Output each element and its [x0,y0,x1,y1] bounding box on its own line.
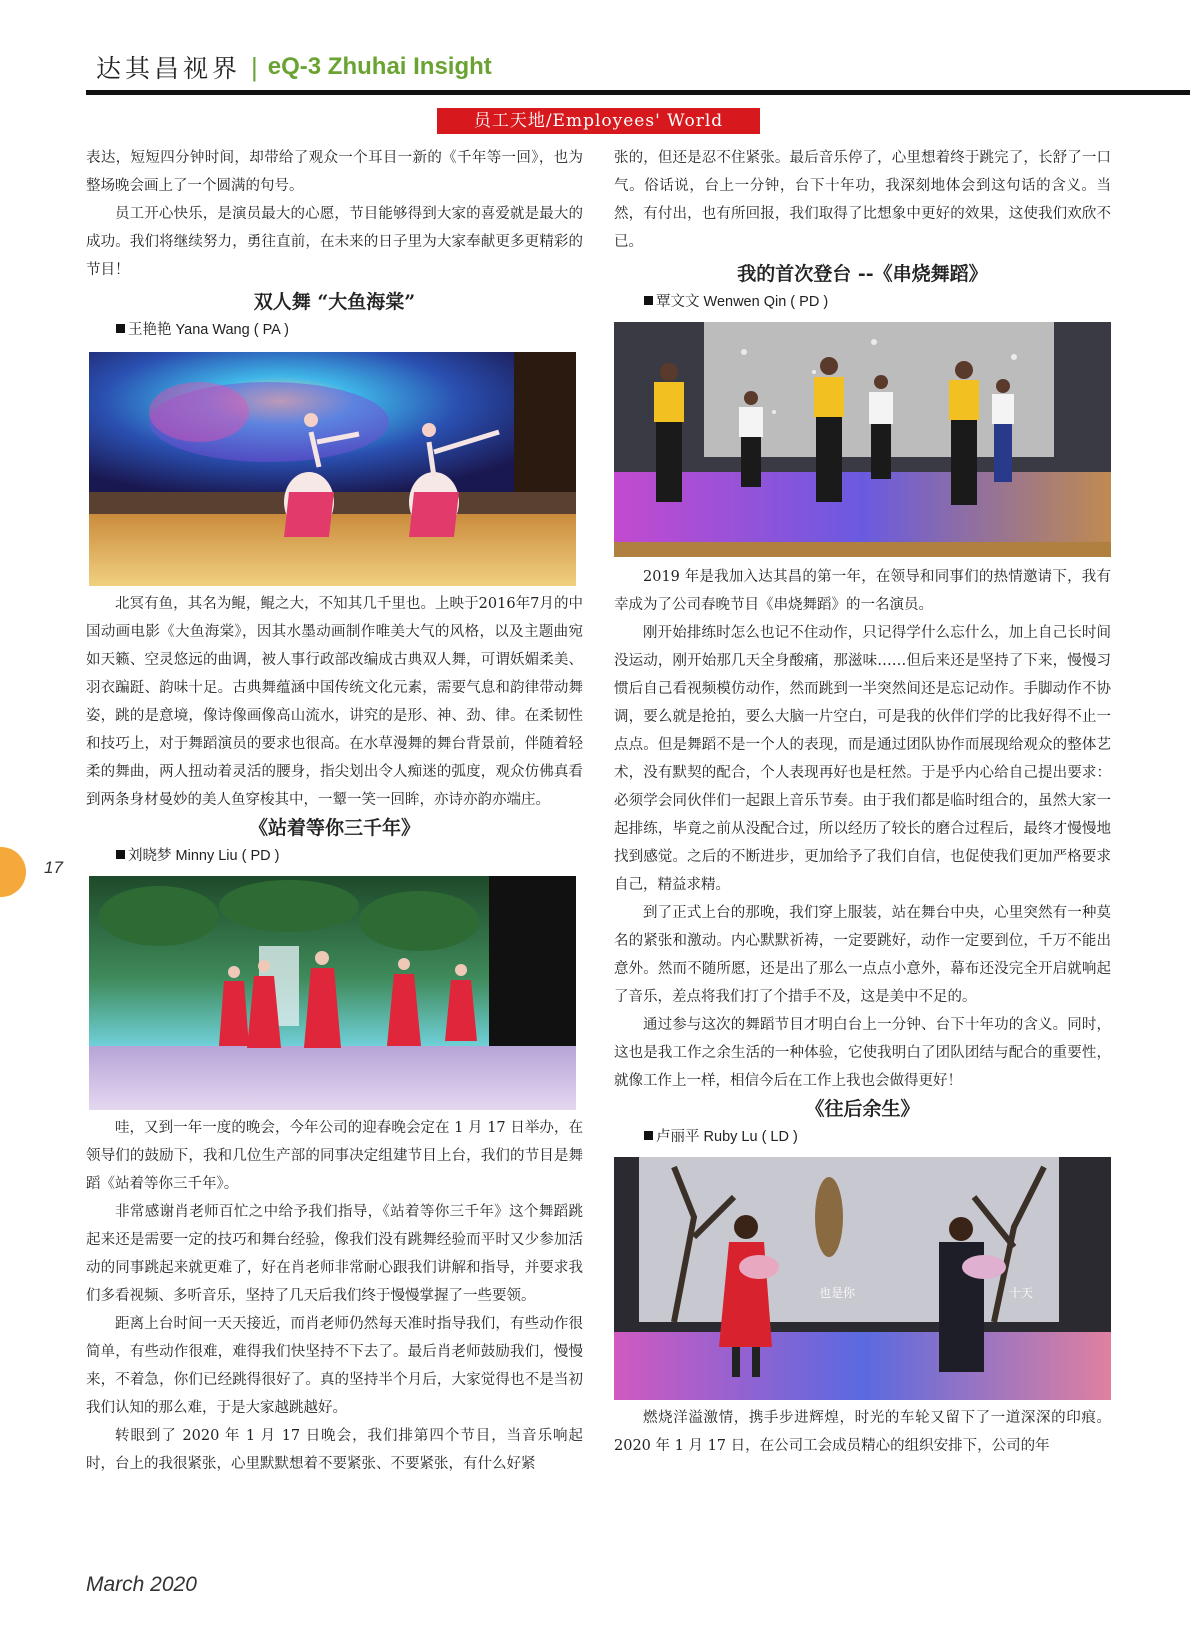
masthead [96,50,492,84]
group-dance-yellow-shirts-photo [614,322,1111,557]
issue-date: March 2020 [86,1573,197,1596]
section-banner: 员工天地/Employees' World [437,108,760,134]
square-bullet-icon [644,296,653,305]
screen-caption-1: 也是你 [819,1286,856,1300]
paragraph: 非常感谢肖老师百忙之中给予我们指导，《站着等你三千年》这个舞蹈跳起来还是需要一定的技巧和舞台经验，像我们没有跳舞经验而平时又少参加活动的同事跳起来就更难了，好在肖老师非常耐心跟我们讲解和指导，并要求我们多看视频、多听音乐，坚持了几天后我们终于慢慢掌握了一些要领。 [86,1204,583,1304]
byline [116,842,583,870]
author-name: 覃文文 Wenwen Qin ( PD ) [656,294,829,310]
screen-caption-2: 十天 [1009,1286,1034,1300]
square-bullet-icon [116,850,125,859]
red-dress-dancers-photo [89,876,576,1110]
paragraph: 北冥有鱼，其名为鲲，鲲之大，不知其几千里也。上映于2016年7月的中国动画电影《大鱼海棠》，因其水墨动画制作唯美大气的风格，以及主题曲宛如天籁、空灵悠远的曲调，被人事行政部改编成古典双人舞，可谓妖媚柔美、羽衣蹁跹、韵味十足。古典舞蕴涵中国传统文化元素，需要气息和韵律带动舞姿，跳的是意境，像诗像画像高山流水，讲究的是形、神、劲、律。在柔韧性和技巧上，对于舞蹈演员的要求也很高。在水草漫舞的舞台背景前，伴随着轻柔的舞曲，两人扭动着灵活的腰身，指尖划出令人痴迷的弧度，观众仿佛真看到两条身材曼妙的美人鱼穿梭其中，一颦一笑一回眸，亦诗亦韵亦端庄。 [86,596,583,808]
magazine-title-en: eQ-3 Zhuhai Insight [267,53,492,80]
byline [644,1123,1111,1151]
paragraph: 到了正式上台的那晚，我们穿上服装，站在舞台中央，心里突然有一种莫名的紧张和激动。内心默默祈祷，一定要跳好，动作一定要到位，千万不能出意外。然而不随所愿，还是出了那么一点点小意外，幕布还没完全开启就响起了音乐，差点将我们打了个措手不及，这是美中不足的。 [614,905,1111,1005]
author-name: 王艳艳 Yana Wang ( PA ) [128,322,289,338]
paragraph: 哇，又到一年一度的晚会，今年公司的迎春晚会定在 1 月 17 日举办，在领导们的鼓励下，我和几位生产部的同事决定组建节目上台，我们的节目是舞蹈《站着等你三千年》。 [86,1120,583,1192]
author-name: 刘晓梦 Minny Liu ( PD ) [128,848,280,864]
paragraph: 距离上台时间一天天接近，而肖老师仍然每天准时指导我们，有些动作很简单，有些动作很难，难得我们快坚持不下去了。最后肖老师鼓励我们，慢慢来，不着急，你们已经跳得很好了。真的坚持半个月后，大家觉得也不是当初我们认知的那么难，于是大家越跳越好。 [86,1316,583,1416]
paragraph: 刚开始排练时怎么也记不住动作，只记得学什么忘什么，加上自己长时间没运动，刚开始那几天全身酸痛，那滋味……但后来还是坚持了下来，慢慢习惯后自己看视频模仿动作，然而跳到一半突然间还是忘记动作。手脚动作不协调，要么就是抢拍，要么大脑一片空白，可是我的伙伴们学的比我好得不止一点点。但是舞蹈不是一个人的表现，而是通过团队协作而展现给观众的整体艺术，没有默契的配合，个人表现再好也是枉然。于是乎内心给自己提出要求：必须学会同伙伴们一起跟上音乐节奏。由于我们都是临时组合的，虽然大家一起排练，毕竟之前从没配合过，所以经历了较长的磨合过程后，最终才慢慢地找到感觉。之后的不断进步，更加给予了我们自信，也促使我们更加严格要求自己，精益求精。 [614,625,1111,893]
paragraph: 转眼到了 2020 年 1 月 17 日晚会，我们排第四个节目，当音乐响起时，台上的我很紧张，心里默默想着不要紧张、不要紧张，有什么好紧 [86,1428,583,1472]
byline [116,316,583,344]
paragraph: 员工开心快乐，是演员最大的心愿，节目能够得到大家的喜爱就是最大的成功。我们将继续努力，勇往直前，在未来的日子里为大家奉献更多更精彩的节目！ [86,206,583,278]
article-title: 《站着等你三千年》 [248,817,420,839]
paragraph: 燃烧洋溢激情，携手步进辉煌，时光的车轮又留下了一道深深的印痕。2020 年 1 月 17 日，在公司工会成员精心的组织安排下，公司的年 [614,1410,1111,1454]
duet-singers-on-stage-photo [614,1157,1111,1400]
byline [644,288,1111,316]
paragraph: 2019 年是我加入达其昌的第一年，在领导和同事们的热情邀请下，我有幸成为了公司春晚节目《串烧舞蹈》的一名演员。 [614,569,1111,613]
header-rule [86,90,1190,95]
page-number-tab [0,847,26,897]
paragraph: 张的，但还是忍不住紧张。最后音乐停了，心里想着终于跳完了，长舒了一口气。俗话说，台上一分钟，台下十年功，我深刻地体会到这句话的含义。当然，有付出，也有所回报，我们取得了比想象中更好的效果，这使我们欢欣不已。 [614,150,1111,250]
square-bullet-icon [116,324,125,333]
paragraph: 表达，短短四分钟时间，却带给了观众一个耳目一新的《千年等一回》，也为整场晚会画上了一个圆满的句号。 [86,150,583,194]
right-column [614,144,1111,1460]
page-number: 17 [44,858,63,877]
title-separator: | [251,51,258,82]
article-title: 《往后余生》 [805,1098,920,1120]
left-column [86,144,583,1478]
author-name: 卢丽平 Ruby Lu ( LD ) [656,1129,798,1145]
article-title: 我的首次登台 --《串烧舞蹈》 [737,263,988,285]
paragraph: 通过参与这次的舞蹈节目才明白台上一分钟、台下十年功的含义。同时，这也是我工作之余生活的一种体验，它使我明白了团队团结与配合的重要性，就像工作上一样，相信今后在工作上我也会做得更好！ [614,1017,1111,1089]
square-bullet-icon [644,1131,653,1140]
two-dancers-on-stage-photo [89,352,576,586]
magazine-title-cn: 达其昌视界 [96,54,242,83]
article-title: 双人舞 “大鱼海棠” [253,291,416,313]
